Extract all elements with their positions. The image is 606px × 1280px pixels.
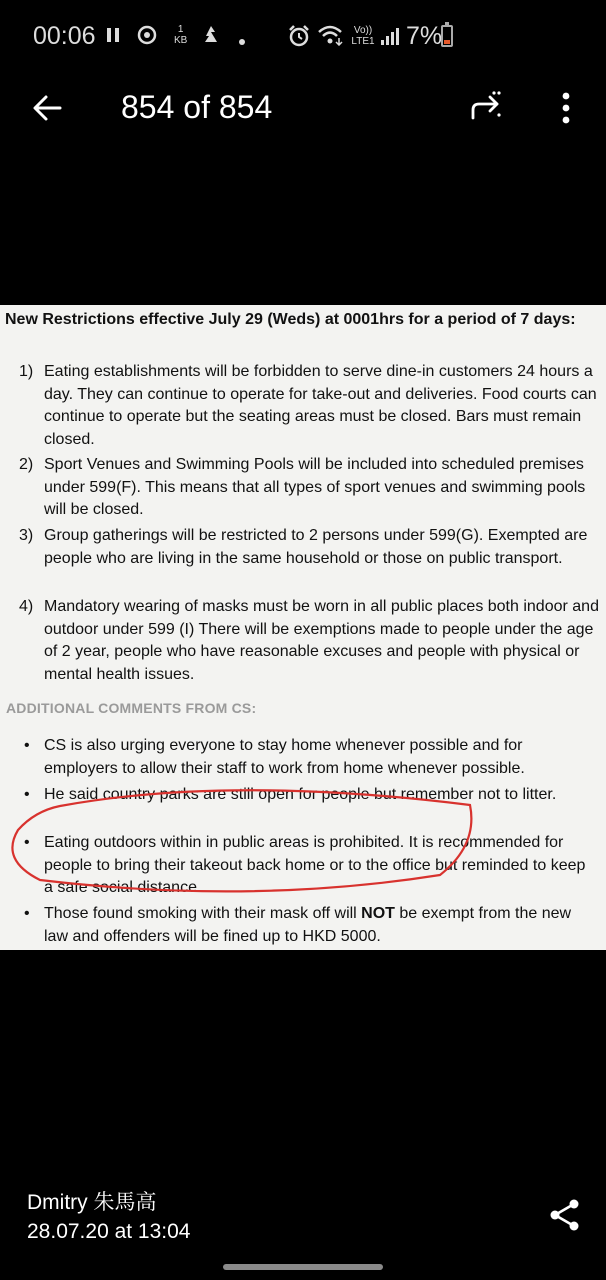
status-bar — [0, 0, 606, 76]
data-saver-icon — [136, 24, 158, 50]
app-bar — [0, 76, 606, 142]
status-time: 00:06 — [33, 22, 96, 50]
forward-icon[interactable] — [466, 88, 504, 126]
comment-text: Eating outdoors within in public areas is prohibited. It is recommended for people to bring their takeout back home or to the office but reminded to keep a safe social distance. — [44, 834, 586, 896]
alarm-icon — [287, 24, 311, 52]
comment-text: CS is also urging everyone to stay home whenever possible and for employers to allow their staff to work from home whenever possible. — [44, 737, 525, 777]
item-number: 2) — [19, 456, 34, 473]
bullet-icon: • — [24, 834, 30, 851]
more-vert-icon[interactable] — [550, 88, 582, 128]
battery-icon — [441, 25, 453, 47]
document-heading: New Restrictions effective July 29 (Weds) at 0001hrs for a period of 7 days: — [5, 311, 576, 328]
share-icon[interactable] — [546, 1196, 584, 1234]
volte-icon: Vo)) LTE1 — [351, 25, 375, 47]
message-datetime: 28.07.20 at 13:04 — [27, 1220, 191, 1243]
signal-icon — [380, 26, 400, 50]
comment-text: Those found smoking with their mask off will NOT be exempt from the new law and offenders will be fined up to HKD 5000. — [44, 905, 572, 945]
comments-heading: ADDITIONAL COMMENTS FROM CS: — [6, 700, 257, 716]
gesture-nav-bar[interactable] — [223, 1264, 383, 1270]
dot-icon — [238, 30, 246, 50]
wifi-icon — [317, 24, 345, 50]
pause-icon — [106, 26, 120, 48]
item-number: 1) — [19, 363, 34, 380]
item-number: 4) — [19, 598, 34, 615]
item-text: Mandatory wearing of masks must be worn in all public places both indoor and outdoor under 599 (I) There will be exemptions made to people under the age of 2 year, people who have reasonable excuses and people with physical or mental health issues. — [44, 598, 599, 683]
comment-text: He said country parks are still open for people but remember not to litter. — [44, 786, 557, 803]
sender-name: Dmitry 朱馬高 — [27, 1191, 157, 1214]
item-text: Eating establishments will be forbidden to serve dine-in customers 24 hours a day. They can continue to operate for take-out and deliveries. Food courts can continue to operate but the seating areas must be closed. Bars must remain closed. — [44, 363, 597, 448]
item-number: 3) — [19, 527, 34, 544]
data-speed-icon: 1 KB — [174, 24, 188, 46]
battery-percent: 7% — [406, 22, 443, 50]
bullet-icon: • — [24, 786, 30, 803]
page-title: 854 of 854 — [121, 89, 273, 125]
notification-icon — [201, 24, 221, 50]
item-text: Group gatherings will be restricted to 2 persons under 599(G). Exempted are people who are living in the same household or those on public transport. — [44, 527, 588, 567]
item-text: Sport Venues and Swimming Pools will be included into scheduled premises under 599(F). This means that all types of sport venues and swimming pools will be closed. — [44, 456, 586, 518]
message-image[interactable] — [0, 305, 606, 950]
back-arrow-icon[interactable] — [30, 90, 66, 126]
bullet-icon: • — [24, 905, 30, 922]
bullet-icon: • — [24, 737, 30, 754]
